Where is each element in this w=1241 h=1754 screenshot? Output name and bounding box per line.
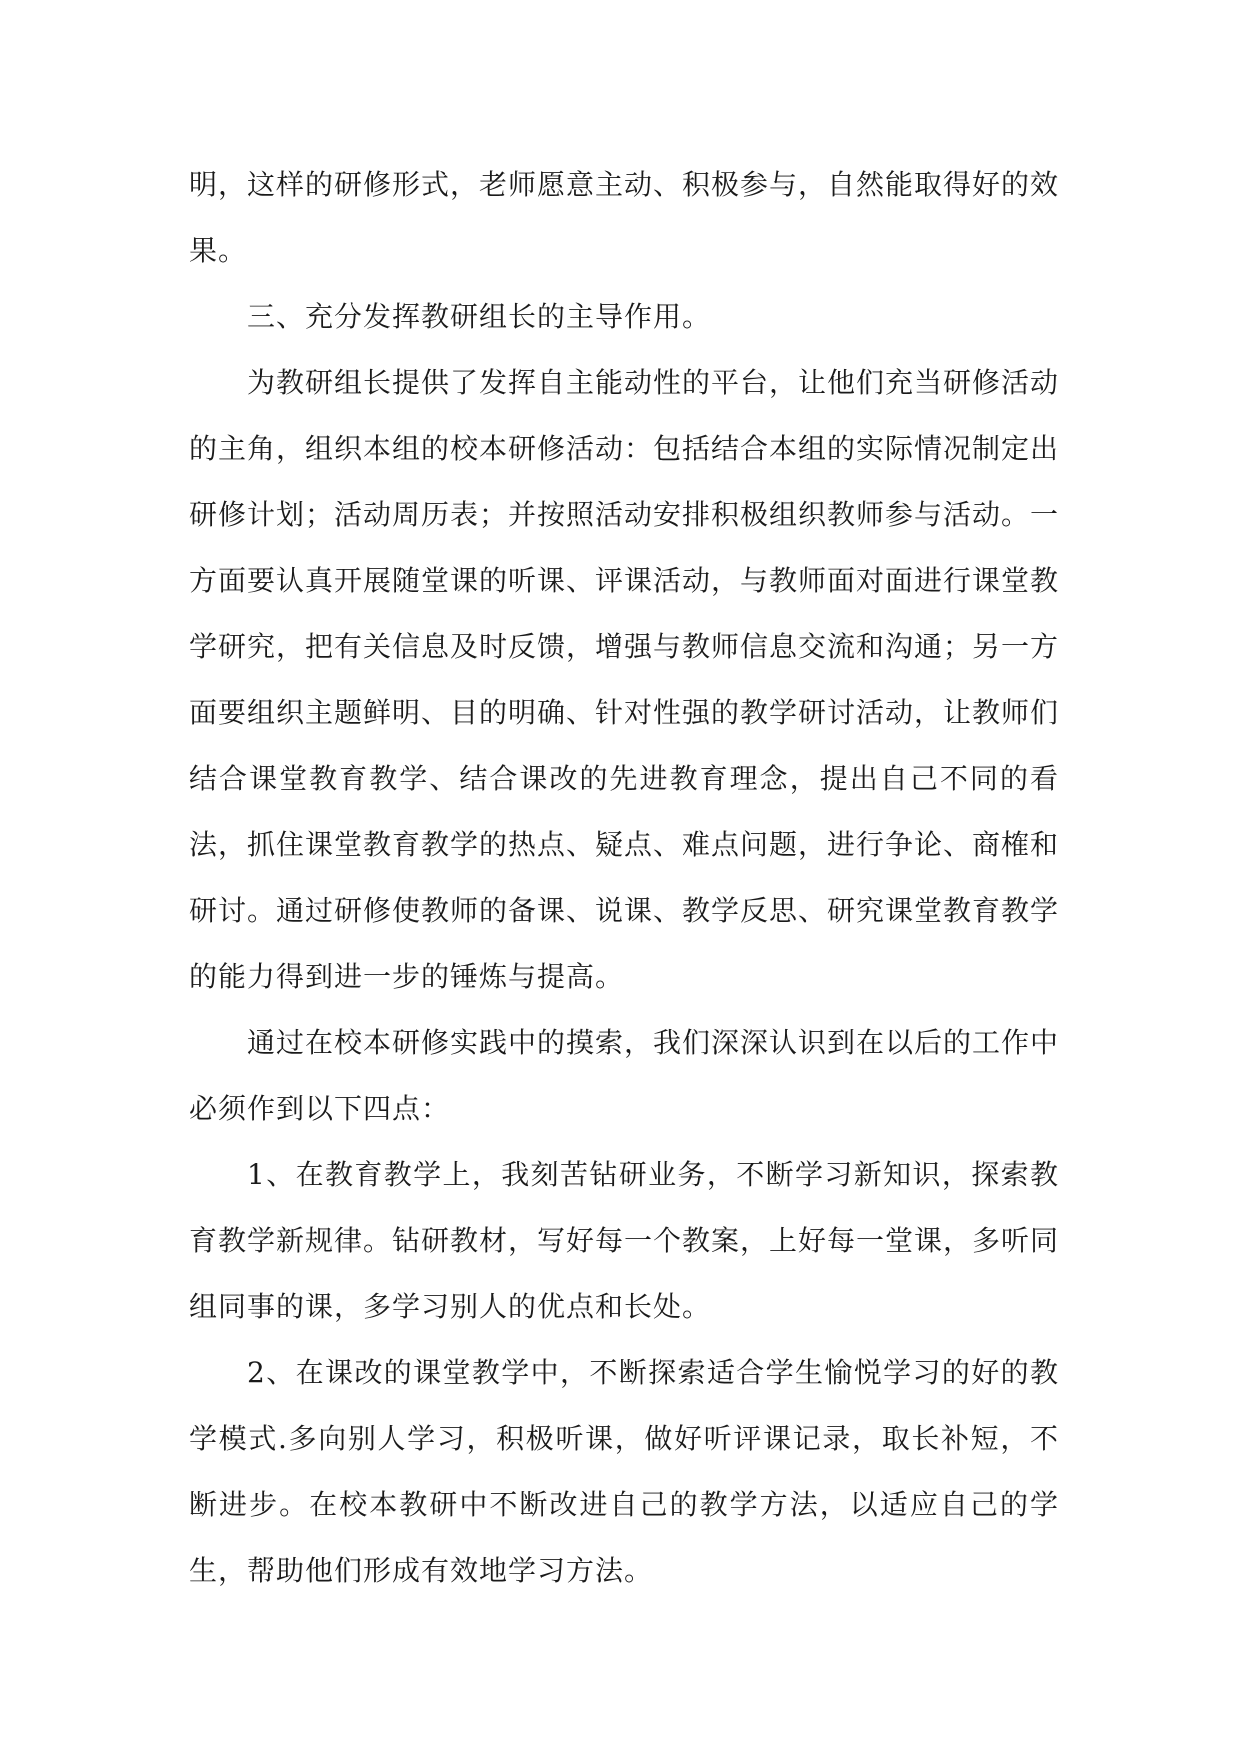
- list-item-point-2: 2、在课改的课堂教学中，不断探索适合学生愉悦学习的好的教学模式.多向别人学习，积极听课，做好听评课记录，取长补短，不断进步。在校本教研中不断改进自己的教学方法，以适应自己的学生，帮助他们形成有效地学习方法。: [189, 1356, 1059, 1587]
- section-heading-three: 三、充分发挥教研组长的主导作用。: [247, 300, 712, 333]
- paragraph-four-points-intro: 通过在校本研修实践中的摸索，我们深深认识到在以后的工作中必须作到以下四点：: [189, 1026, 1060, 1125]
- paragraph-group-leader-role: 为教研组长提供了发挥自主能动性的平台，让他们充当研修活动的主角，组织本组的校本研修活动：包括结合本组的实际情况制定出研修计划；活动周历表；并按照活动安排积极组织教师参与活动。一方面要认真开展随堂课的听课、评课活动，与教师面对面进行课堂教学研究，把有关信息及时反馈，增强与教师信息交流和沟通；另一方面要组织主题鲜明、目的明确、针对性强的教学研讨活动，让教师们结合课堂教育教学、结合课改的先进教育理念，提出自己不同的看法，抓住课堂教育教学的热点、疑点、难点问题，进行争论、商榷和研讨。通过研修使教师的备课、说课、教学反思、研究课堂教育教学的能力得到进一步的锤炼与提高。: [189, 366, 1060, 993]
- document-body: [189, 152, 1059, 1604]
- list-item-point-1: 1、在教育教学上，我刻苦钻研业务，不断学习新知识，探索教育教学新规律。钻研教材，写好每一个教案，上好每一堂课，多听同组同事的课，多学习别人的优点和长处。: [189, 1158, 1060, 1323]
- paragraph-continuation: 明，这样的研修形式，老师愿意主动、积极参与，自然能取得好的效果。: [189, 168, 1060, 267]
